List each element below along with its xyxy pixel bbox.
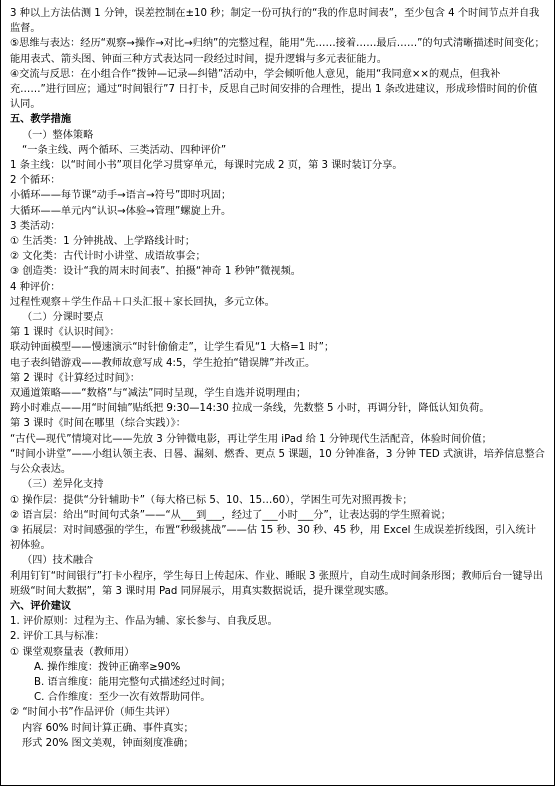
text-line: 4 种评价： [10,281,61,293]
text-line: 第 2 课时《计算经过时间》： [10,372,141,384]
text-line: A. 操作维度：拨钟正确率≥90% [34,661,181,673]
text-line: “一条主线、两个循环、三类活动、四种评价” [22,144,227,156]
text-line: “时间小讲堂”——小组认领主表、日晷、漏刻、燃香、更点 5 课题，10 分钟准备，3 分钟 TED 式演讲，培养信息整合与公众表达。 [10,448,545,476]
text-line: 跨小时难点——用“时间轴”贴纸把 9:30—14:30 拉成一条线，先数整 5 小时，再调分针，降低认知负荷。 [10,403,490,415]
text-line: 1. 评价原则：过程为主、作品为辅、家长参与、自我反思。 [10,616,278,628]
text-line: 小循环——每节课“动手→语言→符号”即时巩固； [10,190,232,202]
section-heading: 六、评价建议 [10,600,72,612]
text-line: 双通道策略——“数格”与“减法”同时呈现，学生自选并说明理由； [10,388,307,400]
text-line: （一）整体策略 [22,129,94,141]
text-line: （三）差异化支持 [22,479,104,491]
text-line: 利用钉钉“时间银行”打卡小程序，学生每日上传起床、作业、睡眠 3 张照片，自动生成时间条形图；教师后台一键导出班级“时间大数据”，第 3 课时用 Pad 同屏展示，用真实数据说话，提升课堂现实感。 [10,570,543,597]
text-line: ③ 创造类：设计“我的周末时间表”、拍摄“神奇 1 秒钟”微视频。 [10,266,301,278]
text-line: 1 条主线：以“时间小书”项目化学习贯穿单元，每课时完成 2 页，第 3 课时装订分享。 [10,160,403,172]
text-line: ④交流与反思：在小组合作“拨钟—记录—纠错”活动中，学会倾听他人意见，能用“我同意××的观点，但我补充……”进行回应；通过“时间银行”7 日打卡，反思自己时间安排的合理性，提出 1 条改进建议，形成珍惜时间的价值认同。 [10,68,538,111]
text-line: 内容 60% 时间计算正确、事件真实； [22,722,194,734]
text-line: “古代—现代”情境对比——先放 3 分钟微电影，再让学生用 iPad 给 1 分钟现代生活配音，体验时间价值； [10,433,492,445]
text-line: 形式 20% 图文美观，钟面刻度准确； [22,737,194,749]
text-line: 2 个循环： [10,175,61,187]
section-heading: 五、教学措施 [10,114,72,126]
text-line: B. 语言维度：能用完整句式描述经过时间； [34,676,231,688]
text-line: ① 操作层：提供“分针辅助卡”（每大格已标 5、10、15…60），学困生可先对照再拨卡； [10,494,413,506]
text-line: ② “时间小书”作品评价（师生共评） [10,707,176,719]
text-line: ① 课堂观察量表（教师用） [10,646,135,658]
text-line: 大循环——单元内“认识→体验→管理”螺旋上升。 [10,205,232,217]
text-line: 2. 评价工具与标准： [10,631,105,643]
text-line: ③ 拓展层：对时间感强的学生，布置“秒级挑战”——估 15 秒、30 秒、45 秒，用 Excel 生成误差折线图，引入统计初体验。 [10,524,536,552]
text-line: 过程性观察＋学生作品＋口头汇报＋家长回执，多元立体。 [10,296,275,308]
text-line: ② 语言层：给出“时间句式条”——“从___到___，经过了___小时___分”，让表达弱的学生照着说； [10,509,451,521]
text-line: 第 3 课时《时间在哪里（综合实践）》： [10,418,186,430]
text-line: C. 合作维度：至少一次有效帮助同伴。 [34,692,211,704]
text-line: 3 种以上方法估测 1 分钟，误差控制在±10 秒；制定一份可执行的“我的作息时间表”，至少包含 4 个时间节点并自我监督。 [10,8,540,35]
text-line: （四）技术融合 [22,555,94,567]
text-line: 3 类活动： [10,220,61,232]
text-line: （二）分课时要点 [22,312,104,324]
text-line: 联动钟面模型——慢速演示“时针偷偷走”，让学生看见“1 大格=1 时”； [10,342,335,354]
text-line: ② 文化类：古代计时小讲堂、成语故事会； [10,251,206,263]
text-line: 电子表纠错游戏——教师故意写成 4:5，学生抢拍“错误牌”并改正。 [10,357,316,369]
text-line: ① 生活类：1 分钟挑战、上学路线计时； [10,236,196,248]
text-line: ⑤思维与表达：经历“观察→操作→对比→归纳”的完整过程，能用“先……接着……最后……”的句式清晰描述时间变化；能用表式、箭头图、钟面三种方式表达同一段经过时间，提升逻辑与多元表征能力。 [10,38,545,65]
text-line: 第 1 课时《认识时间》： [10,327,120,339]
